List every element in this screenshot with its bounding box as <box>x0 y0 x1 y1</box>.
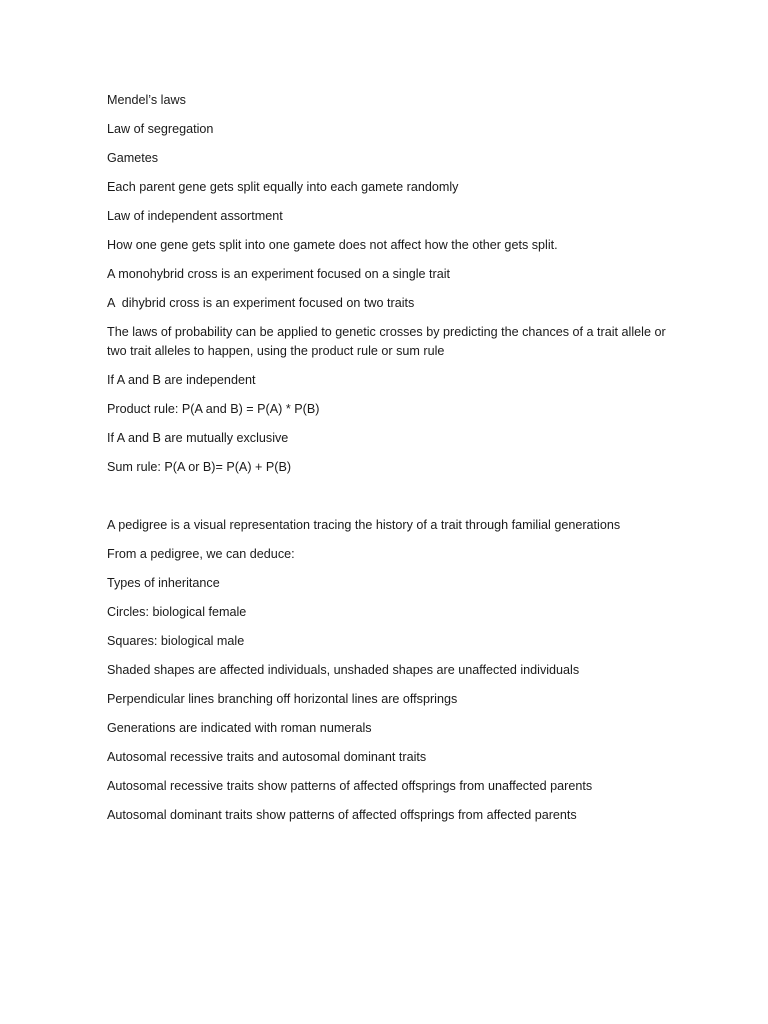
text-line: How one gene gets split into one gamete does not affect how the other gets split. <box>107 238 558 252</box>
text-line: A monohybrid cross is an experiment focused on a single trait <box>107 267 451 281</box>
text-line: From a pedigree, we can deduce: <box>107 547 295 561</box>
text-line: Squares: biological male <box>107 634 245 648</box>
text-line: Generations are indicated with roman numerals <box>107 721 372 735</box>
text-line: Autosomal recessive traits and autosomal dominant traits <box>107 750 427 764</box>
text-line: If A and B are mutually exclusive <box>107 431 289 445</box>
paragraph-gap <box>107 487 667 516</box>
text-line: Perpendicular lines branching off horizontal lines are offsprings <box>107 692 458 706</box>
text-line: Law of independent assortment <box>107 209 283 223</box>
document-body <box>107 91 670 835</box>
heading-mendels-laws: Mendel’s laws <box>107 93 186 107</box>
text-line: A pedigree is a visual representation tracing the history of a trait through familial generations <box>107 518 621 532</box>
formula-product-rule: Product rule: P(A and B) = P(A) * P(B) <box>107 402 320 416</box>
text-line: Law of segregation <box>107 122 214 136</box>
text-line: Autosomal dominant traits show patterns of affected offsprings from affected parents <box>107 808 577 822</box>
text-paragraph: The laws of probability can be applied to genetic crosses by predicting the chances of a trait allele or two trait alleles to happen, using the product rule or sum rule <box>107 325 670 358</box>
text-line: Circles: biological female <box>107 605 247 619</box>
text-line: A dihybrid cross is an experiment focused on two traits <box>107 296 415 310</box>
text-line: Shaded shapes are affected individuals, unshaded shapes are unaffected individuals <box>107 663 580 677</box>
text-line: Gametes <box>107 151 159 165</box>
text-line: Each parent gene gets split equally into each gamete randomly <box>107 180 459 194</box>
text-line: If A and B are independent <box>107 373 256 387</box>
text-line: Types of inheritance <box>107 576 220 590</box>
formula-sum-rule: Sum rule: P(A or B)= P(A) + P(B) <box>107 460 292 474</box>
text-line: Autosomal recessive traits show patterns of affected offsprings from unaffected parents <box>107 779 593 793</box>
